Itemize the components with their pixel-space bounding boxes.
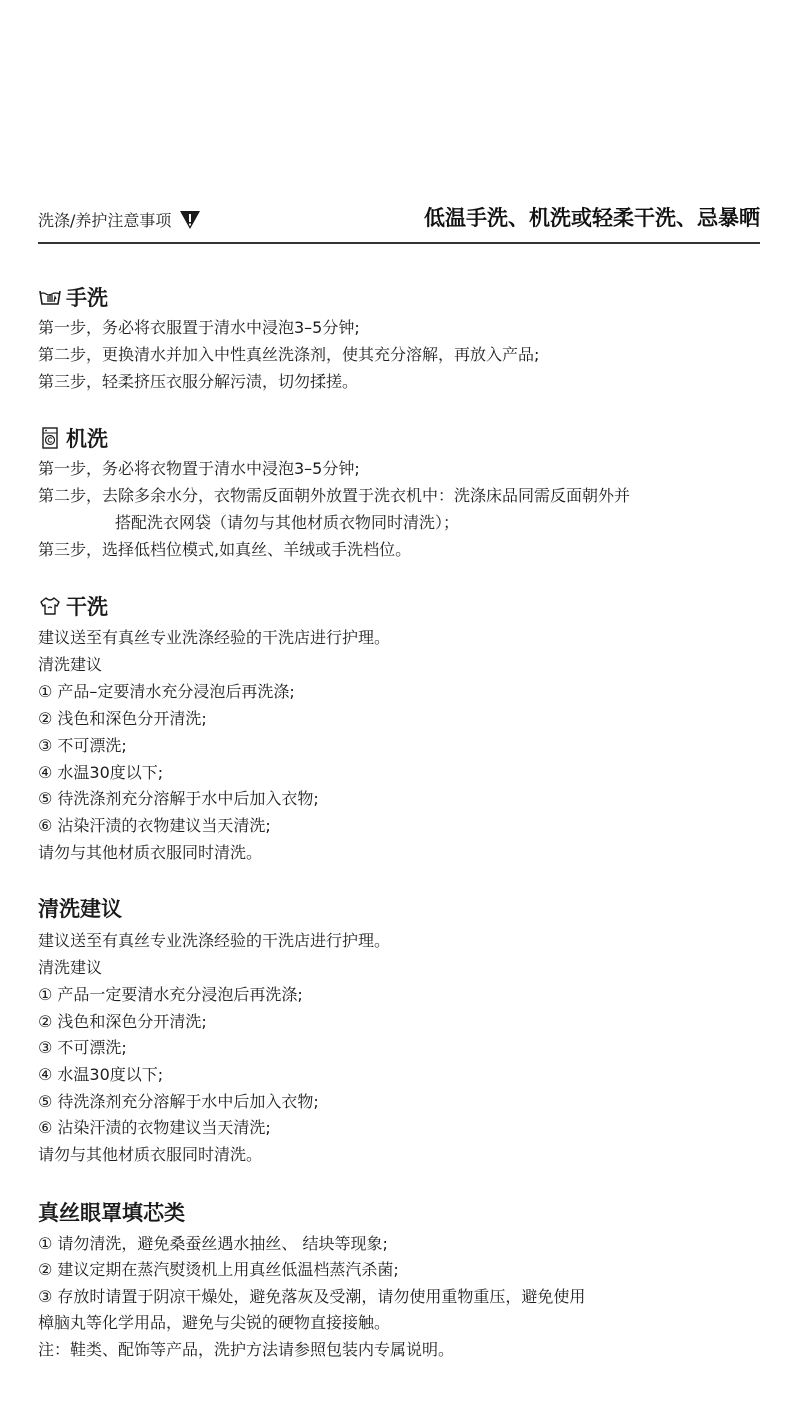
care-header-left (38, 208, 201, 231)
machine-wash-step: 第三步，选择低档位模式,如真丝、羊绒或手洗档位。 (38, 540, 412, 559)
hand-wash-step: 第三步，轻柔挤压衣服分解污渍，切勿揉搓。 (38, 372, 359, 391)
care-notice-title: 洗涤/养护注意事项 (38, 211, 172, 230)
dry-clean-line: ⑥ 沾染汗渍的衣物建议当天清洗; (38, 816, 271, 835)
eye-mask-line: ② 建议定期在蒸汽熨烫机上用真丝低温档蒸汽杀菌; (38, 1260, 399, 1279)
hand-wash-title: 手洗 (66, 286, 108, 310)
hand-wash-step: 第二步，更换清水并加入中性真丝洗涤剂，使其充分溶解，再放入产品; (38, 345, 540, 364)
section-cleaning-advice-title: 清洗建议 (38, 897, 122, 921)
dry-clean-shirt-icon (38, 594, 62, 618)
dry-clean-line: 请勿与其他材质衣服同时清洗。 (38, 843, 263, 862)
hand-wash-icon (38, 285, 62, 309)
section-machine-wash-title (38, 423, 108, 453)
cleaning-advice-line: ⑥ 沾染汗渍的衣物建议当天清洗; (38, 1118, 271, 1137)
dry-clean-line: ① 产品–定要清水充分浸泡后再洗涤; (38, 682, 295, 701)
machine-wash-step: 第二步，去除多余水分，衣物需反面朝外放置于洗衣机中：洗涤床品同需反面朝外并 (38, 486, 631, 505)
cleaning-advice-line: 请勿与其他材质衣服同时清洗。 (38, 1145, 263, 1164)
dry-clean-line: 建议送至有真丝专业洗涤经验的干洗店进行护理。 (38, 628, 391, 647)
cleaning-advice-line: ③ 不可漂洗; (38, 1038, 127, 1057)
dry-clean-line: ⑤ 待洗涤剂充分溶解于水中后加入衣物; (38, 789, 319, 808)
eye-mask-note: 注：鞋类、配饰等产品，洗护方法请参照包装内专属说明。 (38, 1340, 455, 1359)
cleaning-advice-line: ⑤ 待洗涤剂充分溶解于水中后加入衣物; (38, 1092, 319, 1111)
care-header (38, 202, 760, 242)
cleaning-advice-line: ① 产品一定要清水充分浸泡后再洗涤; (38, 985, 303, 1004)
header-divider (38, 242, 760, 244)
cleaning-advice-line: ④ 水温30度以下; (38, 1065, 164, 1084)
machine-wash-step: 第一步，务必将衣物置于清水中浸泡3–5分钟; (38, 459, 360, 478)
cleaning-advice-line: ② 浅色和深色分开清洗; (38, 1012, 207, 1031)
section-eye-mask-title: 真丝眼罩填芯类 (38, 1201, 185, 1225)
dry-clean-line: ② 浅色和深色分开清洗; (38, 709, 207, 728)
dry-clean-line: ③ 不可漂洗; (38, 736, 127, 755)
section-dry-clean-title (38, 591, 108, 621)
eye-mask-line: ① 请勿清洗，避免桑蚕丝遇水抽丝、 结块等现象; (38, 1234, 388, 1253)
cleaning-advice-line: 清洗建议 (38, 958, 103, 977)
warning-icon (179, 210, 201, 230)
machine-wash-title: 机洗 (66, 427, 108, 451)
washing-machine-icon (38, 426, 62, 450)
hand-wash-step: 第一步，务必将衣服置于清水中浸泡3–5分钟; (38, 318, 360, 337)
dry-clean-line: ④ 水温30度以下; (38, 763, 164, 782)
cleaning-advice-line: 建议送至有真丝专业洗涤经验的干洗店进行护理。 (38, 931, 391, 950)
dry-clean-title: 干洗 (66, 595, 108, 619)
eye-mask-line: ③ 存放时请置于阴凉干燥处，避免落灰及受潮，请勿使用重物重压，避免使用 (38, 1287, 586, 1306)
machine-wash-step: 搭配洗衣网袋（请勿与其他材质衣物同时清洗）； (115, 513, 460, 532)
eye-mask-line: 樟脑丸等化学用品，避免与尖锐的硬物直接接触。 (38, 1313, 391, 1332)
section-hand-wash-title (38, 282, 108, 312)
care-summary: 低温手洗、机洗或轻柔干洗、忌暴晒 (424, 206, 760, 230)
dry-clean-line: 清洗建议 (38, 655, 103, 674)
